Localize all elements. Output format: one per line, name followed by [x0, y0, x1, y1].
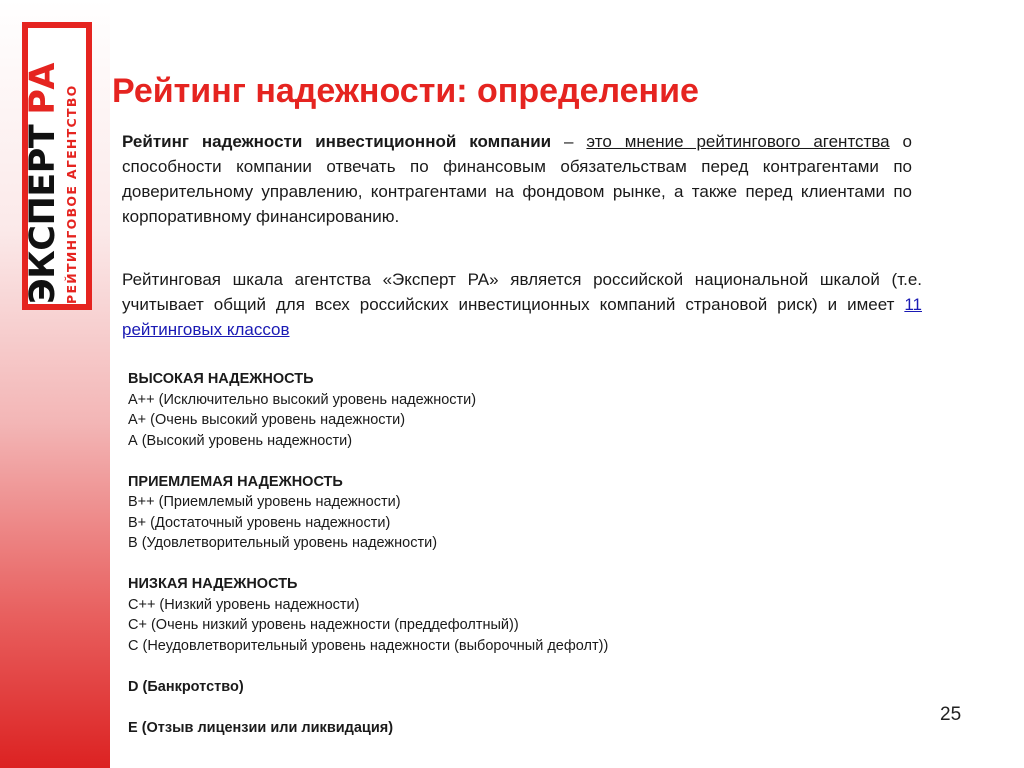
- rating-item-b: В (Удовлетворительный уровень надежности): [128, 535, 438, 551]
- logo-wordmark: [24, 28, 62, 304]
- logo-name: ЭКСПЕРТ: [23, 124, 63, 304]
- rating-item-c: С (Неудовлетворительный уровень надежности (выборочный дефолт)): [128, 637, 609, 654]
- rating-item-a-plus-plus: А++ (Исключительно высокий уровень надежности): [128, 391, 477, 408]
- definition-underlined: это мнение рейтингового агентства: [586, 132, 890, 151]
- rating-item-d: D (Банкротство): [128, 678, 244, 695]
- definition-term: Рейтинг надежности инвестиционной компании: [122, 132, 552, 151]
- spacer: [128, 697, 608, 718]
- group-heading-high: ВЫСОКАЯ НАДЕЖНОСТЬ: [128, 371, 314, 387]
- definition-dash: –: [551, 132, 587, 151]
- page-number: 25: [940, 704, 962, 725]
- spacer: [128, 554, 608, 575]
- logo-ra: РА: [23, 63, 63, 115]
- rating-item-c-plus-plus: С++ (Низкий уровень надежности): [128, 596, 360, 613]
- definition-rest: о способности компании отвечать по финансовым обязательствам перед контрагентами по доверительному управлению, контрагентами на фондовом рынке, а также перед клиентами по корпоративному финансированию.: [122, 132, 912, 226]
- group-heading-acceptable: ПРИЕМЛЕМАЯ НАДЕЖНОСТЬ: [128, 473, 343, 490]
- rating-item-a: А (Высокий уровень надежности): [128, 432, 353, 449]
- rating-item-e: Е (Отзыв лицензии или ликвидация): [128, 719, 394, 736]
- scale-description-text: Рейтинговая шкала агентства «Эксперт РА» является российской национальной шкалой (т.е. учитывает общий для всех российских инвестиционных компаний страновой риск) и имеет: [122, 270, 922, 314]
- rating-item-b-plus-plus: В++ (Приемлемый уровень надежности): [128, 494, 401, 510]
- rating-scale-list: [128, 369, 608, 738]
- group-heading-low: НИЗКАЯ НАДЕЖНОСТЬ: [128, 576, 298, 592]
- rating-classes-link[interactable]: 11 рейтинговых классов: [122, 295, 922, 339]
- page-title: Рейтинг надежности: определение: [112, 72, 699, 110]
- logo-subtitle: РЕЙТИНГОВОЕ АГЕНТСТВО: [64, 84, 79, 304]
- definition-paragraph: [122, 129, 912, 229]
- rating-item-b-plus: В+ (Достаточный уровень надежности): [128, 514, 391, 531]
- spacer: [128, 451, 608, 472]
- rating-item-a-plus: А+ (Очень высокий уровень надежности): [128, 412, 406, 428]
- spacer: [128, 656, 608, 677]
- expert-ra-logo: [22, 22, 92, 310]
- scale-description-paragraph: [122, 267, 922, 342]
- rating-item-c-plus: С+ (Очень низкий уровень надежности (преддефолтный)): [128, 617, 519, 633]
